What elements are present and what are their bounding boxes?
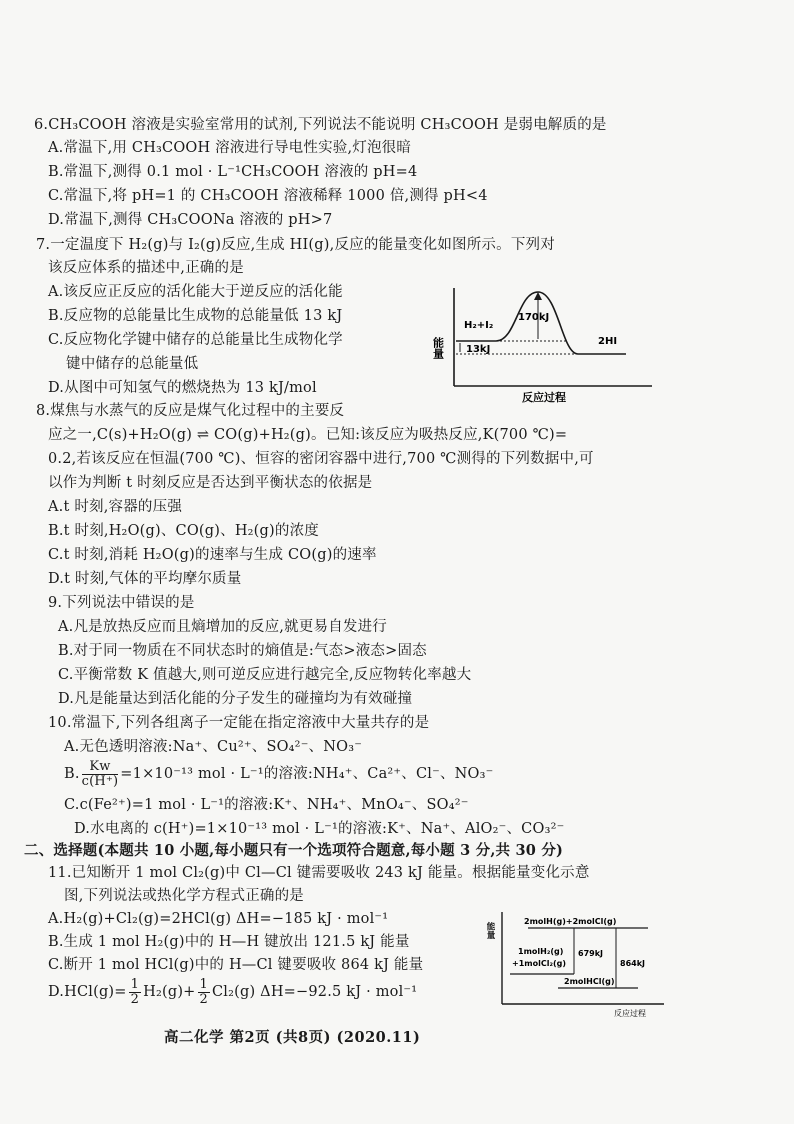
q10-b-denominator: c(H⁺) [81,773,119,789]
q11-stem-2: 图,下列说法或热化学方程式正确的是 [64,888,305,904]
q11-diagram-mid2: +1molCl₂(g) [512,959,566,968]
q10-option-a: A.无色透明溶液:Na⁺、Cu²⁺、SO₄²⁻、NO₃⁻ [64,739,363,755]
q11-diagram-e1: 679kJ [578,949,603,958]
q8-stem-2: 应之一,C(s)+H₂O(g) ⇌ CO(g)+H₂(g)。已知:该反应为吸热反应,K(700 ℃)= [48,427,568,443]
q7-option-a: A.该反应正反应的活化能大于逆反应的活化能 [48,284,343,300]
q7-diagram-xlabel: 反应过程 [522,391,566,404]
q7-option-c-1: C.反应物化学键中储存的总能量比生成物化学 [48,332,343,348]
q8-stem-3: 0.2,若该反应在恒温(700 ℃)、恒容的密闭容器中进行,700 ℃测得的下列数据中,可 [48,451,594,467]
q10-option-b [64,758,494,790]
q11-d-half-2 [198,978,210,1007]
q11-diagram-xlabel: 反应过程 [614,1009,646,1018]
q11-energy-diagram [485,906,668,1018]
q10-option-c: C.c(Fe²⁺)=1 mol · L⁻¹的溶液:K⁺、NH₄⁺、MnO₄⁻、SO₄²⁻ [64,797,469,813]
q8-option-b: B.t 时刻,H₂O(g)、CO(g)、H₂(g)的浓度 [48,523,319,539]
q7-diagram-ylabel: 能量 [431,337,445,359]
q11-d-half-2-num: 1 [199,976,209,992]
q11-diagram-mid1: 1molH₂(g) [518,947,564,956]
q11-d-half-1-num: 1 [130,976,140,992]
q11-d-half-1-den: 2 [130,991,140,1007]
q9-option-b: B.对于同一物质在不同状态时的熵值是:气态>液态>固态 [58,643,427,659]
q11-d-label: D.HCl(g)= [48,984,127,1000]
q11-d-rest: Cl₂(g) ΔH=−92.5 kJ · mol⁻¹ [212,984,418,1000]
q7-stem-2: 该反应体系的描述中,正确的是 [48,260,244,276]
q9-stem: 9.下列说法中错误的是 [48,595,195,611]
page-footer: 高二化学 第2页 (共8页) (2020.11) [164,1029,421,1046]
q6-option-b: B.常温下,测得 0.1 mol · L⁻¹CH₃COOH 溶液的 pH=4 [48,164,418,180]
q11-diagram-bottom: 2molHCl(g) [564,977,615,986]
q11-d-half-1 [129,978,141,1007]
q11-d-mid: H₂(g)+ [143,984,196,1000]
q11-option-a: A.H₂(g)+Cl₂(g)=2HCl(g) ΔH=−185 kJ · mol⁻¹ [48,911,389,927]
q11-option-b: B.生成 1 mol H₂(g)中的 H—H 键放出 121.5 kJ 能量 [48,934,410,950]
q11-option-c: C.断开 1 mol HCl(g)中的 H—Cl 键要吸收 864 kJ 能量 [48,957,424,973]
q11-diagram-ylabel: 能量 [485,922,495,939]
q9-option-c: C.平衡常数 K 值越大,则可逆反应进行越完全,反应物转化率越大 [58,667,472,683]
q6-option-d: D.常温下,测得 CH₃COONa 溶液的 pH>7 [48,212,333,228]
q7-diagram-products: 2HI [598,336,618,347]
q10-b-rest: =1×10⁻¹³ mol · L⁻¹的溶液:NH₄⁺、Ca²⁺、Cl⁻、NO₃⁻ [120,766,494,782]
section-2-heading: 二、选择题(本题共 10 小题,每小题只有一个选项符合题意,每小题 3 分,共 30 分) [24,842,564,859]
q9-option-d: D.凡是能量达到活化能的分子发生的碰撞均为有效碰撞 [58,691,413,707]
q10-b-fraction [82,760,119,789]
q6-option-c: C.常温下,将 pH=1 的 CH₃COOH 溶液稀释 1000 倍,测得 pH<4 [48,188,488,204]
q11-d-half-2-den: 2 [199,991,209,1007]
q10-option-d: D.水电离的 c(H⁺)=1×10⁻¹³ mol · L⁻¹的溶液:K⁺、Na⁺、AlO₂⁻、CO₃²⁻ [74,821,565,837]
q10-b-label: B. [64,766,80,782]
q8-option-a: A.t 时刻,容器的压强 [48,499,183,515]
q11-diagram-e2: 864kJ [620,959,645,968]
q7-option-d: D.从图中可知氢气的燃烧热为 13 kJ/mol [48,380,317,396]
q7-stem-1: 7.一定温度下 H₂(g)与 I₂(g)反应,生成 HI(g),反应的能量变化如图所示。下列对 [36,237,555,253]
q8-stem-1: 8.煤焦与水蒸气的反应是煤气化过程中的主要反 [36,403,345,419]
q7-option-b: B.反应物的总能量比生成物的总能量低 13 kJ [48,308,343,324]
q7-option-c-2: 键中储存的总能量低 [66,356,199,372]
q11-diagram-top: 2molH(g)+2molCl(g) [524,917,617,926]
q8-option-d: D.t 时刻,气体的平均摩尔质量 [48,571,242,587]
q10-b-numerator: Kw [82,760,119,775]
q9-option-a: A.凡是放热反应而且熵增加的反应,就更易自发进行 [58,619,387,635]
q7-energy-diagram [426,282,656,407]
q8-option-c: C.t 时刻,消耗 H₂O(g)的速率与生成 CO(g)的速率 [48,547,377,563]
q8-stem-4: 以作为判断 t 时刻反应是否达到平衡状态的依据是 [48,475,373,491]
q11-stem-1: 11.已知断开 1 mol Cl₂(g)中 Cl—Cl 键需要吸收 243 kJ 能量。根据能量变化示意 [48,865,590,881]
q10-stem: 10.常温下,下列各组离子一定能在指定溶液中大量共存的是 [48,715,430,731]
q7-diagram-reactants: H₂+I₂ [464,320,494,331]
q11-option-d [48,976,417,1008]
q6-option-a: A.常温下,用 CH₃COOH 溶液进行导电性实验,灯泡很暗 [48,140,412,156]
q6-stem: 6.CH₃COOH 溶液是实验室常用的试剂,下列说法不能说明 CH₃COOH 是弱电解质的是 [34,117,607,133]
q7-diagram-barrier: 170kJ [518,312,550,323]
q7-diagram-delta: 13kJ [466,344,491,355]
